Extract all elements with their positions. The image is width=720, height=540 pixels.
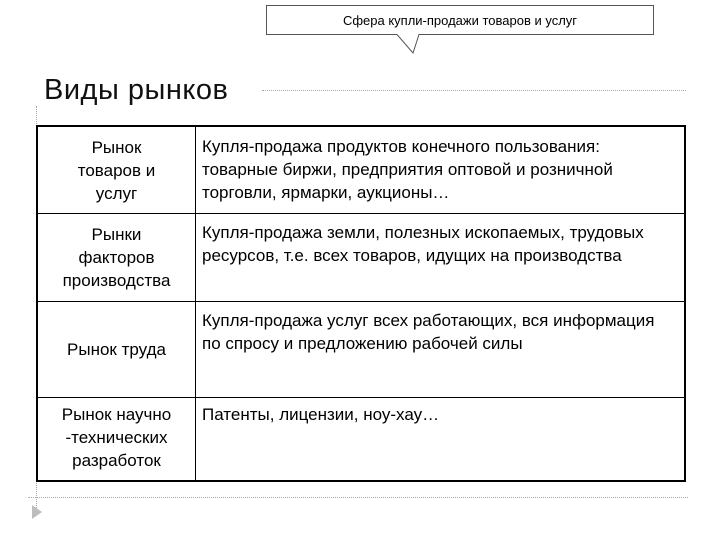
market-name: Рынок товаров и услуг [38,127,196,213]
market-description: Патенты, лицензии, ноу-хау… [202,405,440,424]
market-name: Рынки факторов производства [38,213,196,301]
page-title: Виды рынков [44,74,229,106]
table-row [38,127,684,214]
slide-nav-arrow-icon [30,504,44,520]
market-description: Купля-продажа земли, полезных ископаемых, трудовых ресурсов, т.е. всех товаров, идущих на производства [202,223,644,265]
markets-table [36,125,686,482]
market-description: Купля-продажа продуктов конечного пользования: товарные биржи, предприятия оптовой и розничной торговли, ярмарки, аукционы… [202,137,613,202]
table-row [38,301,684,398]
table-row [38,213,684,302]
market-name: Рынок научно -технических разработок [38,397,196,480]
table-row [38,397,684,480]
callout-box [266,5,654,35]
title-divider [262,90,686,91]
market-description: Купля-продажа услуг всех работающих, вся информация по спросу и предложению рабочей силы [202,311,655,353]
market-name: Рынок труда [38,301,196,397]
bottom-divider [28,497,688,498]
callout-text: Сфера купли-продажи товаров и услуг [342,12,578,28]
